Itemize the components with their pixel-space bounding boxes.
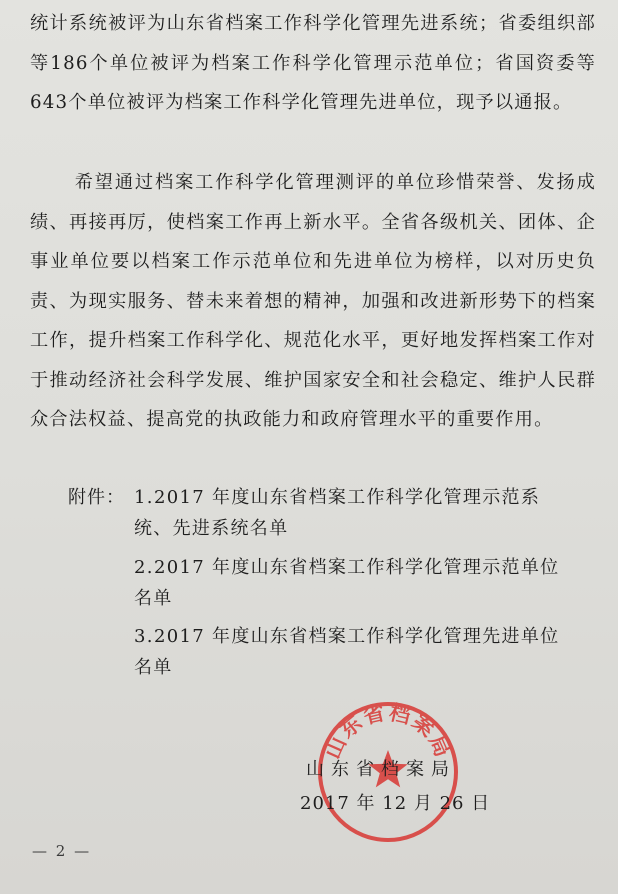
paragraph-2-text: 希望通过档案工作科学化管理测评的单位珍惜荣誉、发扬成绩、再接再厉，使档案工作再上新水平。全省各级机关、团体、企事业单位要以档案工作示范单位和先进单位为榜样，以对历史负责、为现实服务、替未来着想的精神，加强和改进新形势下的档案工作，提升档案工作科学化、规范化水平，更好地发挥档案工作对于推动经济社会科学发展、维护国家安全和社会稳定、维护人民群众合法权益、提高党的执政能力和政府管理水平的重要作用。 [30,172,596,430]
attachment-title: 2017 年度山东省档案工作科学化管理示范单位名单 [134,557,560,609]
attachment-number: 2. [134,557,154,578]
attachment-item-2 [134,552,568,614]
paragraph-2 [30,163,596,440]
attachment-title: 2017 年度山东省档案工作科学化管理先进单位名单 [134,626,560,678]
paragraph-1: 统计系统被评为山东省档案工作科学化管理先进系统；省委组织部等186个单位被评为档案工作科学化管理示范单位；省国资委等643个单位被评为档案工作科学化管理先进单位，现予以通报。 [30,13,596,113]
attachment-number: 1. [134,487,154,508]
attachment-number: 3. [134,626,154,647]
issuing-organization: 山东省档案局 [306,759,456,780]
attachments-label: 附件： [68,487,125,508]
issue-date: 2017 年 12 月 26 日 [300,793,491,814]
attachment-item-3 [134,621,568,683]
attachment-title: 2017 年度山东省档案工作科学化管理示范系统、先进系统名单 [134,487,541,539]
attachment-item-1 [134,482,568,544]
seal-text: 山东省档案局 [320,700,456,763]
page-number: — 2 — [32,842,92,860]
